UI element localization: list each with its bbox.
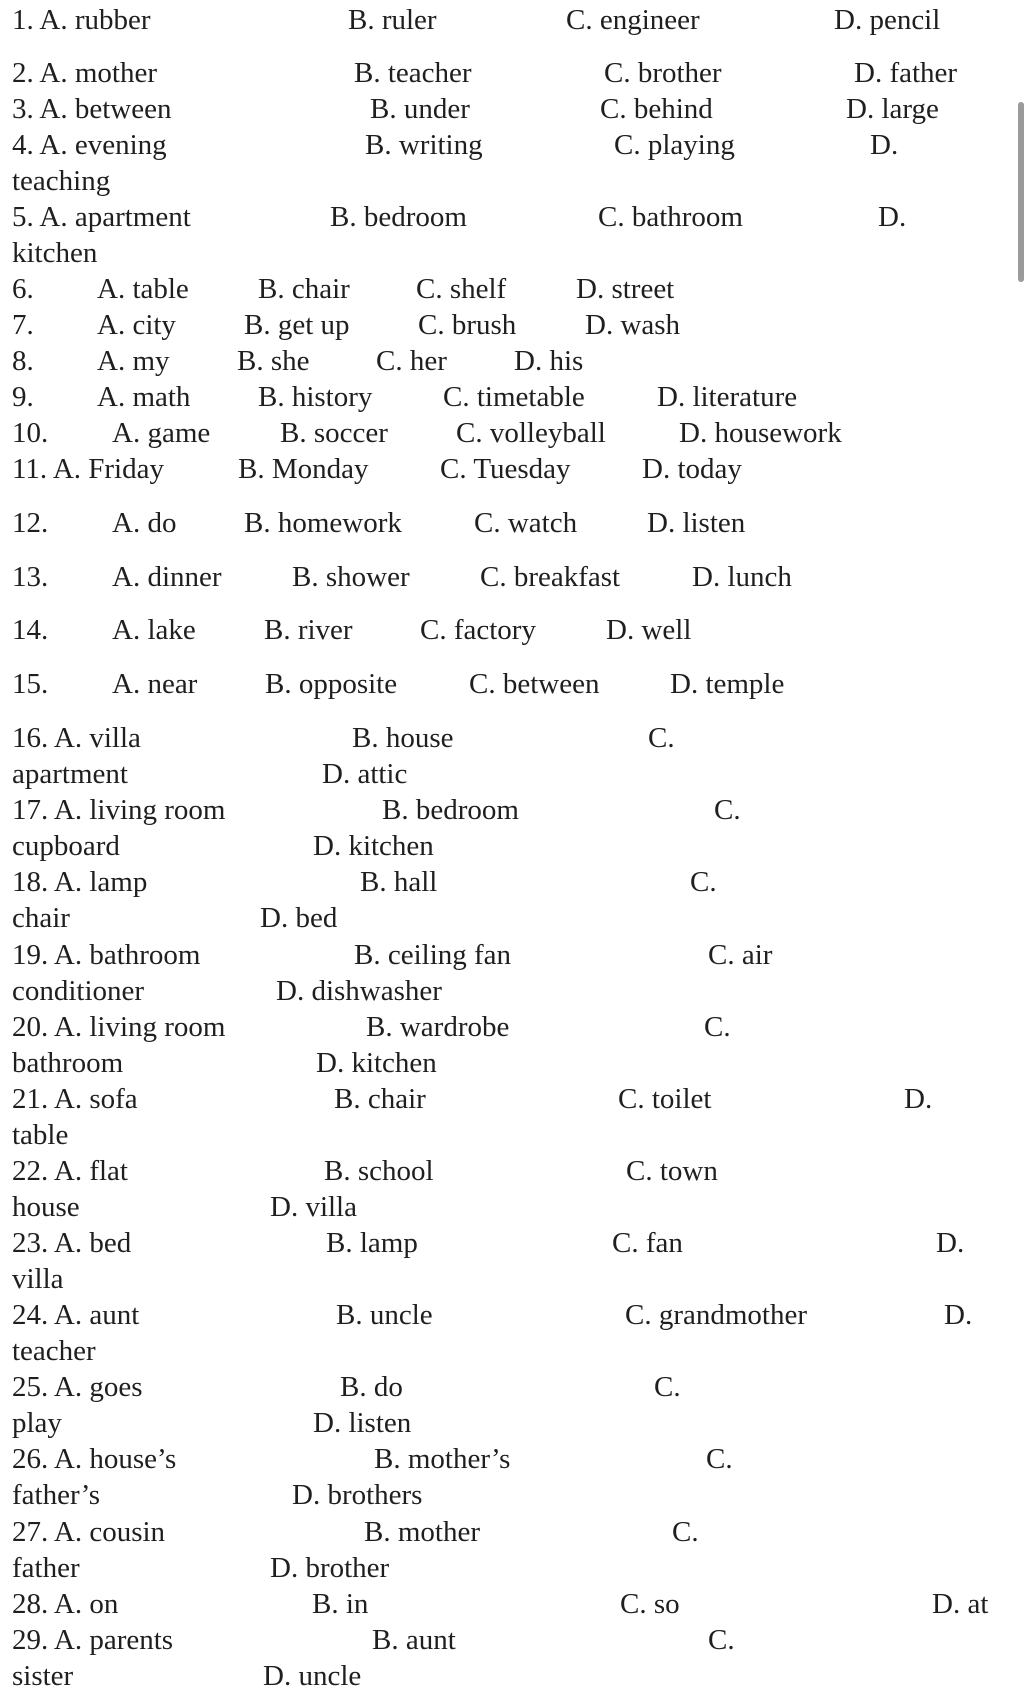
q19-option-c-label: C. air <box>708 939 773 971</box>
q2-option-b: B. teacher <box>354 57 472 89</box>
q25-option-c-text: play <box>12 1407 62 1439</box>
q12-option-c: C. watch <box>474 507 578 539</box>
q23-option-c: C. fan <box>612 1227 683 1259</box>
q17-number-option-a: 17. A. living room <box>12 794 226 826</box>
q27-option-b: B. mother <box>364 1516 480 1548</box>
q24-option-b: B. uncle <box>336 1299 433 1331</box>
q5-number-option-a: 5. A. apartment <box>12 201 191 233</box>
q26-option-c-label: C. <box>706 1443 733 1475</box>
q9-option-d: D. literature <box>657 381 798 413</box>
q21-number-option-a: 21. A. sofa <box>12 1083 138 1115</box>
q14-option-a: A. lake <box>112 614 196 646</box>
q14-number: 14. <box>12 614 49 646</box>
q19-number-option-a: 19. A. bathroom <box>12 939 201 971</box>
q25-option-d: D. listen <box>313 1407 412 1439</box>
q24-number-option-a: 24. A. aunt <box>12 1299 140 1331</box>
q13-option-b: B. shower <box>292 561 410 593</box>
q26-number-option-a: 26. A. house’s <box>12 1443 177 1475</box>
q29-option-d: D. uncle <box>263 1660 362 1692</box>
q28-option-c: C. so <box>620 1588 680 1620</box>
q18-option-c-text: chair <box>12 902 70 934</box>
q2-option-d: D. father <box>854 57 958 89</box>
q6-option-d: D. street <box>576 273 675 305</box>
q11-number-option-a: 11. A. Friday <box>12 453 164 485</box>
q13-number: 13. <box>12 561 49 593</box>
q27-number-option-a: 27. A. cousin <box>12 1516 166 1548</box>
q22-option-b: B. school <box>324 1155 434 1187</box>
q3-number-option-a: 3. A. between <box>12 93 172 125</box>
q1-option-d: D. pencil <box>834 4 941 36</box>
q24-option-d-label: D. <box>944 1299 973 1331</box>
q26-option-b: B. mother’s <box>374 1443 511 1475</box>
q7-option-a: A. city <box>97 309 176 341</box>
q7-option-d: D. wash <box>585 309 681 341</box>
q10-option-b: B. soccer <box>280 417 388 449</box>
q15-number: 15. <box>12 668 49 700</box>
q3-option-c: C. behind <box>600 93 713 125</box>
q6-option-a: A. table <box>97 273 189 305</box>
q4-option-d-text: teaching <box>12 165 111 197</box>
q21-option-d-label: D. <box>904 1083 933 1115</box>
q9-option-a: A. math <box>97 381 191 413</box>
q14-option-d: D. well <box>606 614 692 646</box>
q24-option-c: C. grandmother <box>625 1299 808 1331</box>
q16-option-c-text: apartment <box>12 758 128 790</box>
q23-option-d-text: villa <box>12 1263 64 1295</box>
q5-option-b: B. bedroom <box>330 201 467 233</box>
q6-number: 6. <box>12 273 34 305</box>
q11-option-d: D. today <box>642 453 742 485</box>
q15-option-c: C. between <box>469 668 600 700</box>
q12-option-a: A. do <box>112 507 177 539</box>
q21-option-b: B. chair <box>334 1083 426 1115</box>
q29-option-b: B. aunt <box>372 1624 456 1656</box>
q26-option-c-text: father’s <box>12 1479 101 1511</box>
q20-option-b: B. wardrobe <box>366 1011 510 1043</box>
q28-option-b: B. in <box>312 1588 369 1620</box>
q14-option-b: B. river <box>264 614 353 646</box>
scrollbar-thumb[interactable] <box>1018 102 1024 282</box>
q23-option-b: B. lamp <box>326 1227 418 1259</box>
q21-option-c: C. toilet <box>618 1083 712 1115</box>
q23-option-d-label: D. <box>936 1227 965 1259</box>
q22-option-c: C. town <box>626 1155 718 1187</box>
q10-option-c: C. volleyball <box>456 417 606 449</box>
q25-option-b: B. do <box>340 1371 403 1403</box>
q27-option-c-label: C. <box>672 1516 699 1548</box>
q20-option-c-label: C. <box>704 1011 731 1043</box>
q13-option-d: D. lunch <box>692 561 792 593</box>
q15-option-d: D. temple <box>670 668 785 700</box>
q4-option-c: C. playing <box>614 129 735 161</box>
q2-option-c: C. brother <box>604 57 722 89</box>
q22-number-option-a: 22. A. flat <box>12 1155 128 1187</box>
q9-number: 9. <box>12 381 34 413</box>
q29-option-c-text: sister <box>12 1660 74 1692</box>
q29-number-option-a: 29. A. parents <box>12 1624 174 1656</box>
q8-option-b: B. she <box>237 345 310 377</box>
q10-option-a: A. game <box>112 417 211 449</box>
q10-number: 10. <box>12 417 49 449</box>
q2-number-option-a: 2. A. mother <box>12 57 157 89</box>
q11-option-b: B. Monday <box>238 453 369 485</box>
q19-option-c-text: conditioner <box>12 975 145 1007</box>
q7-number: 7. <box>12 309 34 341</box>
q17-option-b: B. bedroom <box>382 794 519 826</box>
q8-option-a: A. my <box>97 345 170 377</box>
q19-option-d: D. dishwasher <box>276 975 442 1007</box>
q21-option-d-text: table <box>12 1119 69 1151</box>
q27-option-d: D. brother <box>270 1552 390 1584</box>
q16-number-option-a: 16. A. villa <box>12 722 141 754</box>
q20-number-option-a: 20. A. living room <box>12 1011 226 1043</box>
q17-option-c-text: cupboard <box>12 830 120 862</box>
q12-option-b: B. homework <box>244 507 402 539</box>
q11-option-c: C. Tuesday <box>440 453 571 485</box>
q4-option-d-label: D. <box>870 129 899 161</box>
q8-option-c: C. her <box>376 345 447 377</box>
q24-option-d-text: teacher <box>12 1335 96 1367</box>
q27-option-c-text: father <box>12 1552 80 1584</box>
q16-option-c-label: C. <box>648 722 675 754</box>
q23-number-option-a: 23. A. bed <box>12 1227 132 1259</box>
q7-option-c: C. brush <box>418 309 517 341</box>
q18-option-d: D. bed <box>260 902 338 934</box>
q6-option-b: B. chair <box>258 273 350 305</box>
q15-option-b: B. opposite <box>265 668 398 700</box>
q6-option-c: C. shelf <box>416 273 507 305</box>
q28-number-option-a: 28. A. on <box>12 1588 119 1620</box>
q7-option-b: B. get up <box>244 309 350 341</box>
q17-option-c-label: C. <box>714 794 741 826</box>
q8-number: 8. <box>12 345 34 377</box>
q16-option-d: D. attic <box>322 758 408 790</box>
q18-number-option-a: 18. A. lamp <box>12 866 148 898</box>
q5-option-c: C. bathroom <box>598 201 743 233</box>
q4-number-option-a: 4. A. evening <box>12 129 167 161</box>
q25-number-option-a: 25. A. goes <box>12 1371 143 1403</box>
q3-option-b: B. under <box>370 93 470 125</box>
q25-option-c-label: C. <box>654 1371 681 1403</box>
q1-option-b: B. ruler <box>348 4 437 36</box>
q20-option-d: D. kitchen <box>316 1047 437 1079</box>
q26-option-d: D. brothers <box>292 1479 423 1511</box>
q17-option-d: D. kitchen <box>313 830 434 862</box>
q18-option-b: B. hall <box>360 866 438 898</box>
q28-option-d: D. at <box>932 1588 989 1620</box>
q19-option-b: B. ceiling fan <box>354 939 512 971</box>
q20-option-c-text: bathroom <box>12 1047 124 1079</box>
q12-number: 12. <box>12 507 49 539</box>
q3-option-d: D. large <box>846 93 939 125</box>
q12-option-d: D. listen <box>647 507 746 539</box>
q15-option-a: A. near <box>112 668 198 700</box>
q9-option-c: C. timetable <box>443 381 585 413</box>
q13-option-c: C. breakfast <box>480 561 621 593</box>
q13-option-a: A. dinner <box>112 561 222 593</box>
q10-option-d: D. housework <box>679 417 842 449</box>
q9-option-b: B. history <box>258 381 373 413</box>
q1-number-option-a: 1. A. rubber <box>12 4 151 36</box>
q14-option-c: C. factory <box>420 614 536 646</box>
q29-option-c-label: C. <box>708 1624 735 1656</box>
q22-option-d: D. villa <box>270 1191 357 1223</box>
q8-option-d: D. his <box>514 345 584 377</box>
q5-option-d-text: kitchen <box>12 237 98 269</box>
q16-option-b: B. house <box>352 722 454 754</box>
q4-option-b: B. writing <box>365 129 483 161</box>
q1-option-c: C. engineer <box>566 4 700 36</box>
q22-option-c-continued: house <box>12 1191 80 1223</box>
q5-option-d-label: D. <box>878 201 907 233</box>
q18-option-c-label: C. <box>690 866 717 898</box>
